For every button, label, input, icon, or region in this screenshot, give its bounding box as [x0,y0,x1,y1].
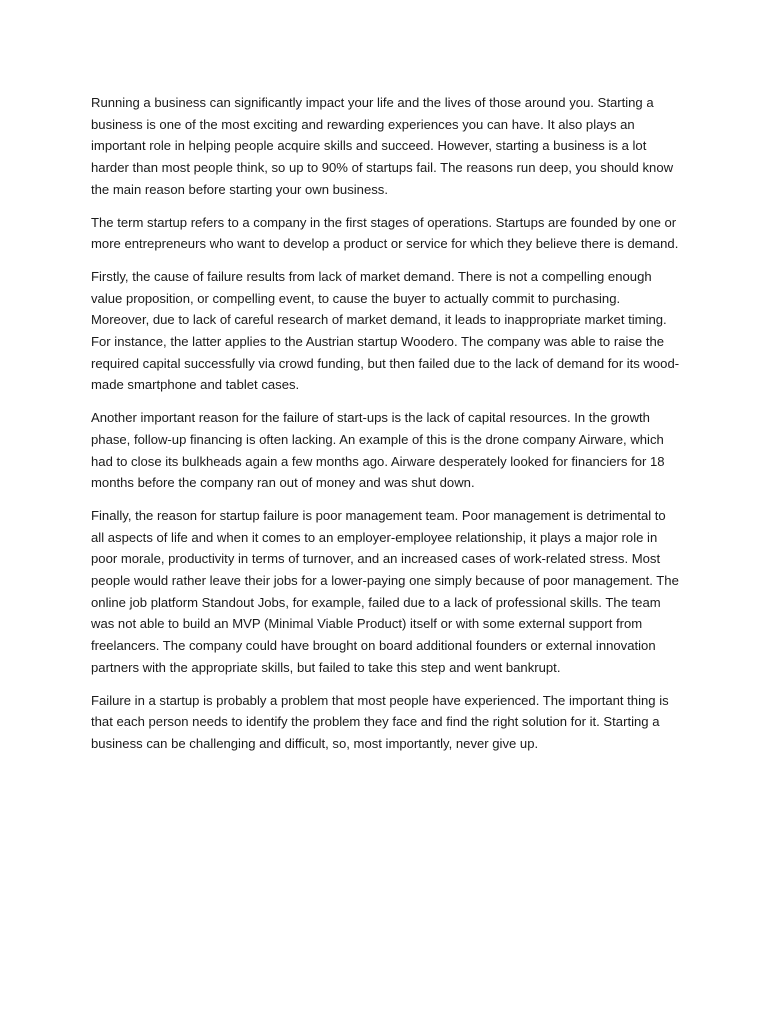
paragraph-6: Failure in a startup is probably a problem that most people have experienced. The important thing is that each person needs to identify the problem they face and find the right solution for it. Starting a business can be challenging and difficult, so, most importantly, never give up. [91,692,669,751]
paragraph-1: Running a business can significantly impact your life and the lives of those around you. Starting a business is one of the most exciting and rewarding experiences you can have. It also plays an important role in helping people acquire skills and succeed. However, starting a business is a lot harder than most people think, so up to 90% of startups fail. The reasons run deep, you should know the main reason before starting your own business. [91,95,674,197]
paragraph-2: The term startup refers to a company in the first stages of operations. Startups are founded by one or more entrepreneurs who want to develop a product or service for which they believe there is demand. [91,214,679,252]
paragraph-4: Another important reason for the failure of start-ups is the lack of capital resources. In the growth phase, follow-up financing is often lacking. An example of this is the drone company Airware, which had to close its bulkheads again a few months ago. Airware desperately looked for financiers for 18 months before the company ran out of money and was shut down. [91,410,665,491]
paragraph-3: Firstly, the cause of failure results from lack of market demand. There is not a compelling enough value proposition, or compelling event, to cause the buyer to actually commit to purchasing. Moreover, due to lack of careful research of market demand, it leads to inappropriate market timing. For instance, the latter applies to the Austrian startup Woodero. The company was able to raise the required capital successfully via crowd funding, but then failed due to the lack of demand for its wood-made smartphone and tablet cases. [91,268,680,393]
document-body [91,92,681,766]
paragraph-5: Finally, the reason for startup failure is poor management team. Poor management is detrimental to all aspects of life and when it comes to an employer-employee relationship, it plays a major role in poor morale, productivity in terms of turnover, and an increased cases of work-related stress. Most people would rather leave their jobs for a lower-paying one simply because of poor management. The online job platform Standout Jobs, for example, failed due to a lack of professional skills. The team was not able to build an MVP (Minimal Viable Product) itself or with some external support from freelancers. The company could have brought on board additional founders or external innovation partners with the appropriate skills, but failed to take this step and went bankrupt. [91,507,679,675]
